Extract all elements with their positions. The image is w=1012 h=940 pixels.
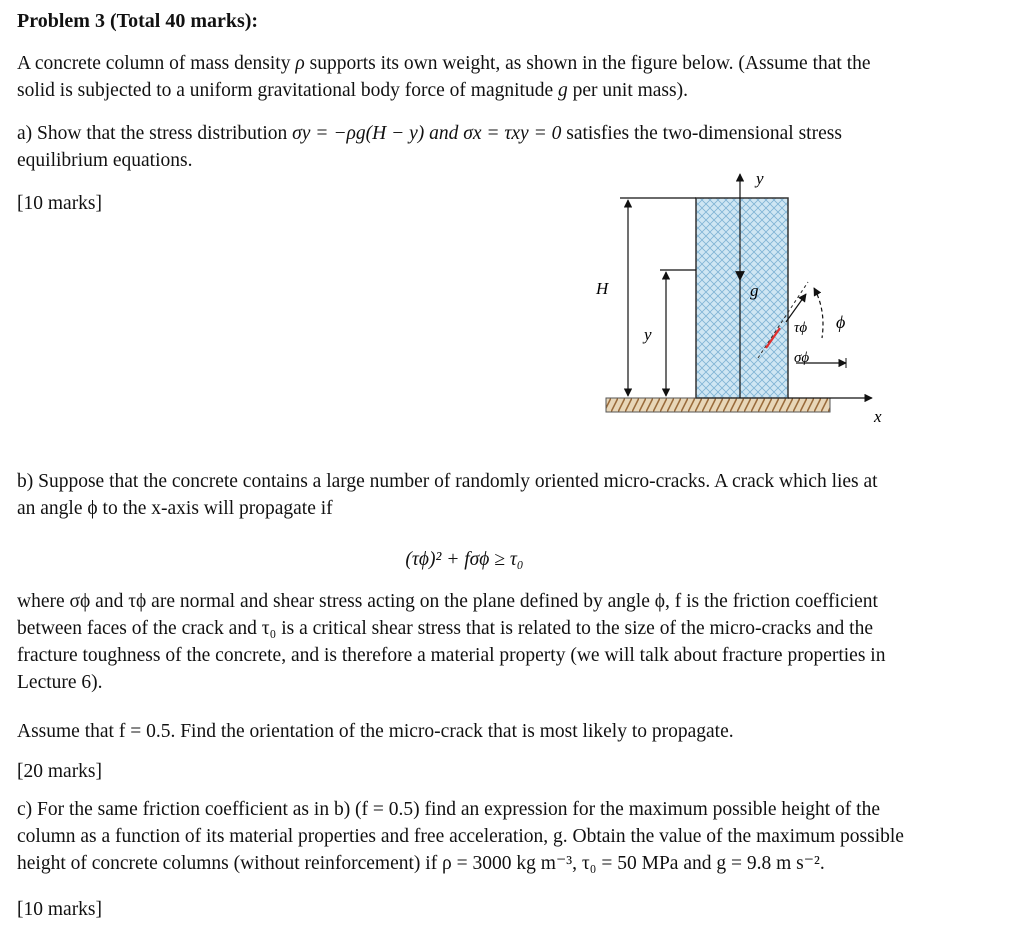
column-figure <box>590 160 910 430</box>
where-line-4: Lecture 6). <box>17 672 103 693</box>
problem-title: Problem 3 (Total 40 marks): <box>17 10 259 32</box>
label-y: y <box>644 325 652 344</box>
part-b-line-1: b) Suppose that the concrete contains a large number of randomly oriented micro-cracks. A crack which lies at <box>17 471 878 492</box>
propagation-criterion: (τϕ)² + fσϕ ≥ τ₀ <box>405 549 524 570</box>
part-c-line-2: column as a function of its material properties and free acceleration, g. Obtain the value of the maximum possible <box>17 826 904 847</box>
label-tau-phi: τϕ <box>794 320 808 336</box>
part-c-marks: [10 marks] <box>17 899 103 920</box>
intro-paragraph <box>17 50 992 104</box>
part-a-equation: σy = −ρg(H − y) and σx = τxy = 0 <box>292 123 562 144</box>
label-height: H <box>596 279 609 298</box>
intro-line-1: A concrete column of mass density ρ supports its own weight, as shown in the figure below. (Assume that the <box>17 53 871 74</box>
part-b-marks: [20 marks] <box>17 761 103 782</box>
part-a-line-2: equilibrium equations. <box>17 150 193 171</box>
part-c-line-1: c) For the same friction coefficient as in b) (f = 0.5) find an expression for the maximum possible height of the <box>17 799 880 820</box>
label-g: g <box>750 281 759 300</box>
label-phi: ϕ <box>836 312 846 332</box>
part-a-marks: [10 marks] <box>17 193 103 214</box>
where-line-1: where σϕ and τϕ are normal and shear stress acting on the plane defined by angle ϕ, f is the friction coefficient <box>17 591 878 612</box>
ground-base <box>606 398 830 412</box>
tau-arrow <box>786 294 806 322</box>
part-b-line-2: an angle ϕ to the x-axis will propagate if <box>17 498 333 519</box>
part-a-line-1: a) Show that the stress distribution σy = −ρg(H − y) and σx = τxy = 0 satisfies the two-dimensional stress <box>17 123 842 144</box>
part-c-line-3: height of concrete columns (without reinforcement) if ρ = 3000 kg m⁻³, τ₀ = 50 MPa and g = 9.8 m s⁻². <box>17 853 825 874</box>
part-b-where <box>17 588 992 696</box>
concrete-column <box>696 198 788 398</box>
label-x-axis: x <box>874 407 882 426</box>
label-y-axis: y <box>756 169 764 188</box>
intro-line-2: solid is subjected to a uniform gravitational body force of magnitude g per unit mass). <box>17 80 688 101</box>
phi-angle-arc <box>814 288 823 338</box>
part-b-assume: Assume that f = 0.5. Find the orientation of the micro-crack that is most likely to propagate. <box>17 721 734 742</box>
label-sigma-phi: σϕ <box>794 350 810 366</box>
part-b-intro <box>17 468 992 522</box>
where-line-2: between faces of the crack and τ₀ is a critical shear stress that is related to the size of the micro-cracks and the <box>17 618 874 639</box>
where-line-3: fracture toughness of the concrete, and is therefore a material property (we will talk about fracture properties in <box>17 645 886 666</box>
part-c-text <box>17 796 992 877</box>
